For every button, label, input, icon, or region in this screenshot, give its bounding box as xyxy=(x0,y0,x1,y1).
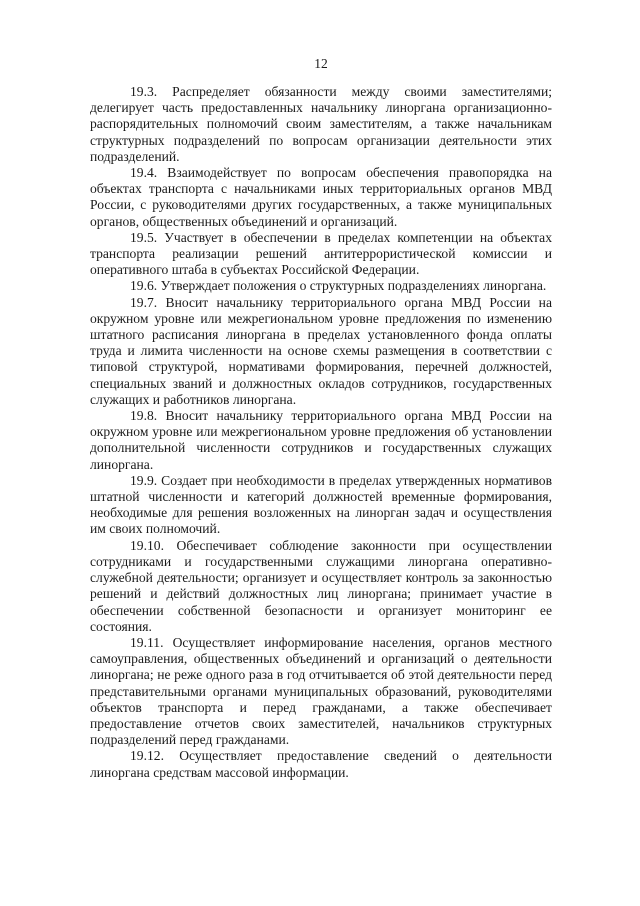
paragraph-19-8: 19.8. Вносит начальнику территориального органа МВД России на окружном уровне или межрегиональном уровне предложения об установлении дополнительной численности сотрудников и государственных служащих линоргана. xyxy=(90,408,552,472)
paragraph-19-6: 19.6. Утверждает положения о структурных подразделениях линоргана. xyxy=(130,278,547,294)
paragraph-19-7: 19.7. Вносит начальнику территориального органа МВД России на окружном уровне или межрегиональном уровне предложения по изменению штатного расписания линоргана в пределах установленного фонда оплаты труда и лимита численности на основе схемы размещения в соответствии с типовой структурой, нормативами формирования, перечней должностей, специальных званий и должностных окладов сотрудников, государственных служащих и работников линоргана. xyxy=(90,294,552,407)
paragraph-19-5: 19.5. Участвует в обеспечении в пределах компетенции на объектах транспорта реализации решений антитеррористической комиссии и оперативного штаба в субъектах Российской Федерации. xyxy=(90,229,552,278)
paragraph-19-11: 19.11. Осуществляет информирование населения, органов местного самоуправления, общественных объединений и организаций о деятельности линоргана; не реже одного раза в год отчитывается об этой деятельности перед представительными органами муниципальных образований, руководителями объектов транспорта и перед гражданами, а также обеспечивает предоставление отчетов своих заместителей, начальников структурных подразделений перед гражданами. xyxy=(90,634,552,748)
paragraph-19-4: 19.4. Взаимодействует по вопросам обеспечения правопорядка на объектах транспорта с начальниками иных территориальных органов МВД России, с руководителями других государственных, а также муниципальных органов, общественных объединений и организаций. xyxy=(90,165,552,229)
page-number: 12 xyxy=(314,56,328,71)
paragraph-19-12: 19.12. Осуществляет предоставление сведений о деятельности линоргана средствам массовой информации. xyxy=(90,748,552,780)
paragraph-19-9: 19.9. Создает при необходимости в пределах утвержденных нормативов штатной численности и категорий должностей временные формирования, необходимые для решения возложенных на линорган задач и осуществления им своих полномочий. xyxy=(90,472,552,537)
paragraph-19-10: 19.10. Обеспечивает соблюдение законности при осуществлении сотрудниками и государственными служащими линоргана оперативно-служебной деятельности; организует и осуществляет контроль за законностью решений и действий должностных лиц линоргана; принимает участие в обеспечении собственной безопасности и организует мониторинг ее состояния. xyxy=(90,537,552,634)
paragraph-19-3: 19.3. Распределяет обязанности между своими заместителями; делегирует часть предоставленных начальнику линоргана организационно-распорядительных полномочий своим заместителям, а также начальникам структурных подразделений по вопросам организации деятельности этих подразделений. xyxy=(90,84,552,164)
